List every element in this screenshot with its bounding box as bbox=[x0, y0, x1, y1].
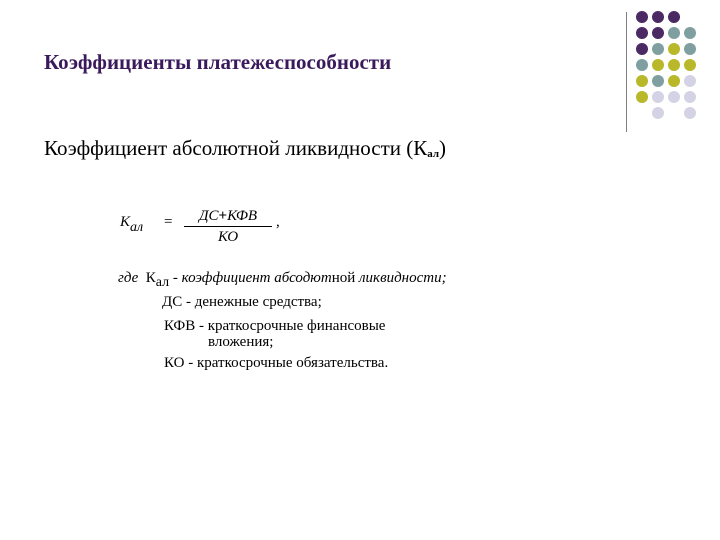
decorative-dot bbox=[636, 91, 648, 103]
decorative-dot bbox=[652, 59, 664, 71]
definition-dash: - bbox=[169, 270, 182, 286]
decorative-dot bbox=[636, 43, 648, 55]
definition-prefix: где bbox=[118, 270, 139, 286]
decorative-dot bbox=[684, 91, 696, 103]
decorative-dot bbox=[652, 11, 664, 23]
decorative-dot-grid bbox=[636, 11, 720, 121]
formula-numerator-a: ДС bbox=[198, 208, 219, 224]
definition-kal-text-b: ной bbox=[331, 270, 360, 286]
decorative-dot bbox=[636, 27, 648, 39]
formula-lhs-subscript: ал bbox=[129, 220, 144, 235]
liquidity-formula bbox=[120, 208, 320, 248]
decorative-dot bbox=[668, 91, 680, 103]
formula-denominator: КО bbox=[217, 229, 239, 245]
formula-lhs bbox=[120, 214, 143, 236]
decorative-dot bbox=[652, 27, 664, 39]
formula-numerator-b: КФВ bbox=[227, 208, 258, 224]
definition-ko: КО - краткосрочные обязательства. bbox=[164, 355, 389, 371]
definition-k: К bbox=[145, 270, 156, 286]
fraction-bar bbox=[184, 226, 272, 227]
formula-fraction bbox=[184, 208, 272, 246]
definition-kal-text-c: ликвидности; bbox=[359, 270, 447, 286]
definition-kal-text-a: коэффициент абсодют bbox=[181, 270, 332, 286]
slide-subtitle bbox=[44, 136, 446, 161]
subtitle-subscript: ал bbox=[427, 148, 440, 160]
decorative-dot bbox=[668, 27, 680, 39]
formula-numerator bbox=[184, 208, 272, 225]
slide-title: Коэффициенты платежеспособности bbox=[44, 50, 392, 74]
formula-equals: = bbox=[164, 214, 173, 230]
decorative-dot bbox=[668, 59, 680, 71]
decorative-dot bbox=[668, 75, 680, 87]
formula-comma: , bbox=[276, 214, 280, 230]
definition-k-subscript: ал bbox=[155, 275, 170, 290]
definition-kfv-continued: вложения; bbox=[208, 334, 274, 350]
definition-kal bbox=[118, 268, 447, 293]
decorative-dot bbox=[684, 27, 696, 39]
definition-kfv: КФВ - краткосрочные финансовые bbox=[164, 318, 386, 334]
decorative-dot bbox=[684, 43, 696, 55]
decorative-dot bbox=[684, 107, 696, 119]
formula-lhs-symbol: К bbox=[120, 214, 130, 230]
decorative-dot bbox=[652, 107, 664, 119]
decorative-dot bbox=[636, 59, 648, 71]
decorative-dot bbox=[636, 11, 648, 23]
subtitle-close: ) bbox=[439, 136, 447, 160]
decorative-dot bbox=[684, 75, 696, 87]
subtitle-text: Коэффициент абсолютной ликвидности (К bbox=[44, 136, 428, 160]
divider-line bbox=[626, 12, 627, 132]
decorative-dot bbox=[684, 59, 696, 71]
decorative-dot bbox=[668, 43, 680, 55]
formula-plus: + bbox=[218, 208, 228, 224]
decorative-dot bbox=[652, 91, 664, 103]
decorative-dot bbox=[652, 75, 664, 87]
decorative-dot bbox=[636, 75, 648, 87]
decorative-dot bbox=[668, 11, 680, 23]
definition-kal-symbol bbox=[145, 270, 170, 290]
decorative-dot bbox=[652, 43, 664, 55]
definition-ds: ДС - денежные средства; bbox=[162, 294, 322, 310]
